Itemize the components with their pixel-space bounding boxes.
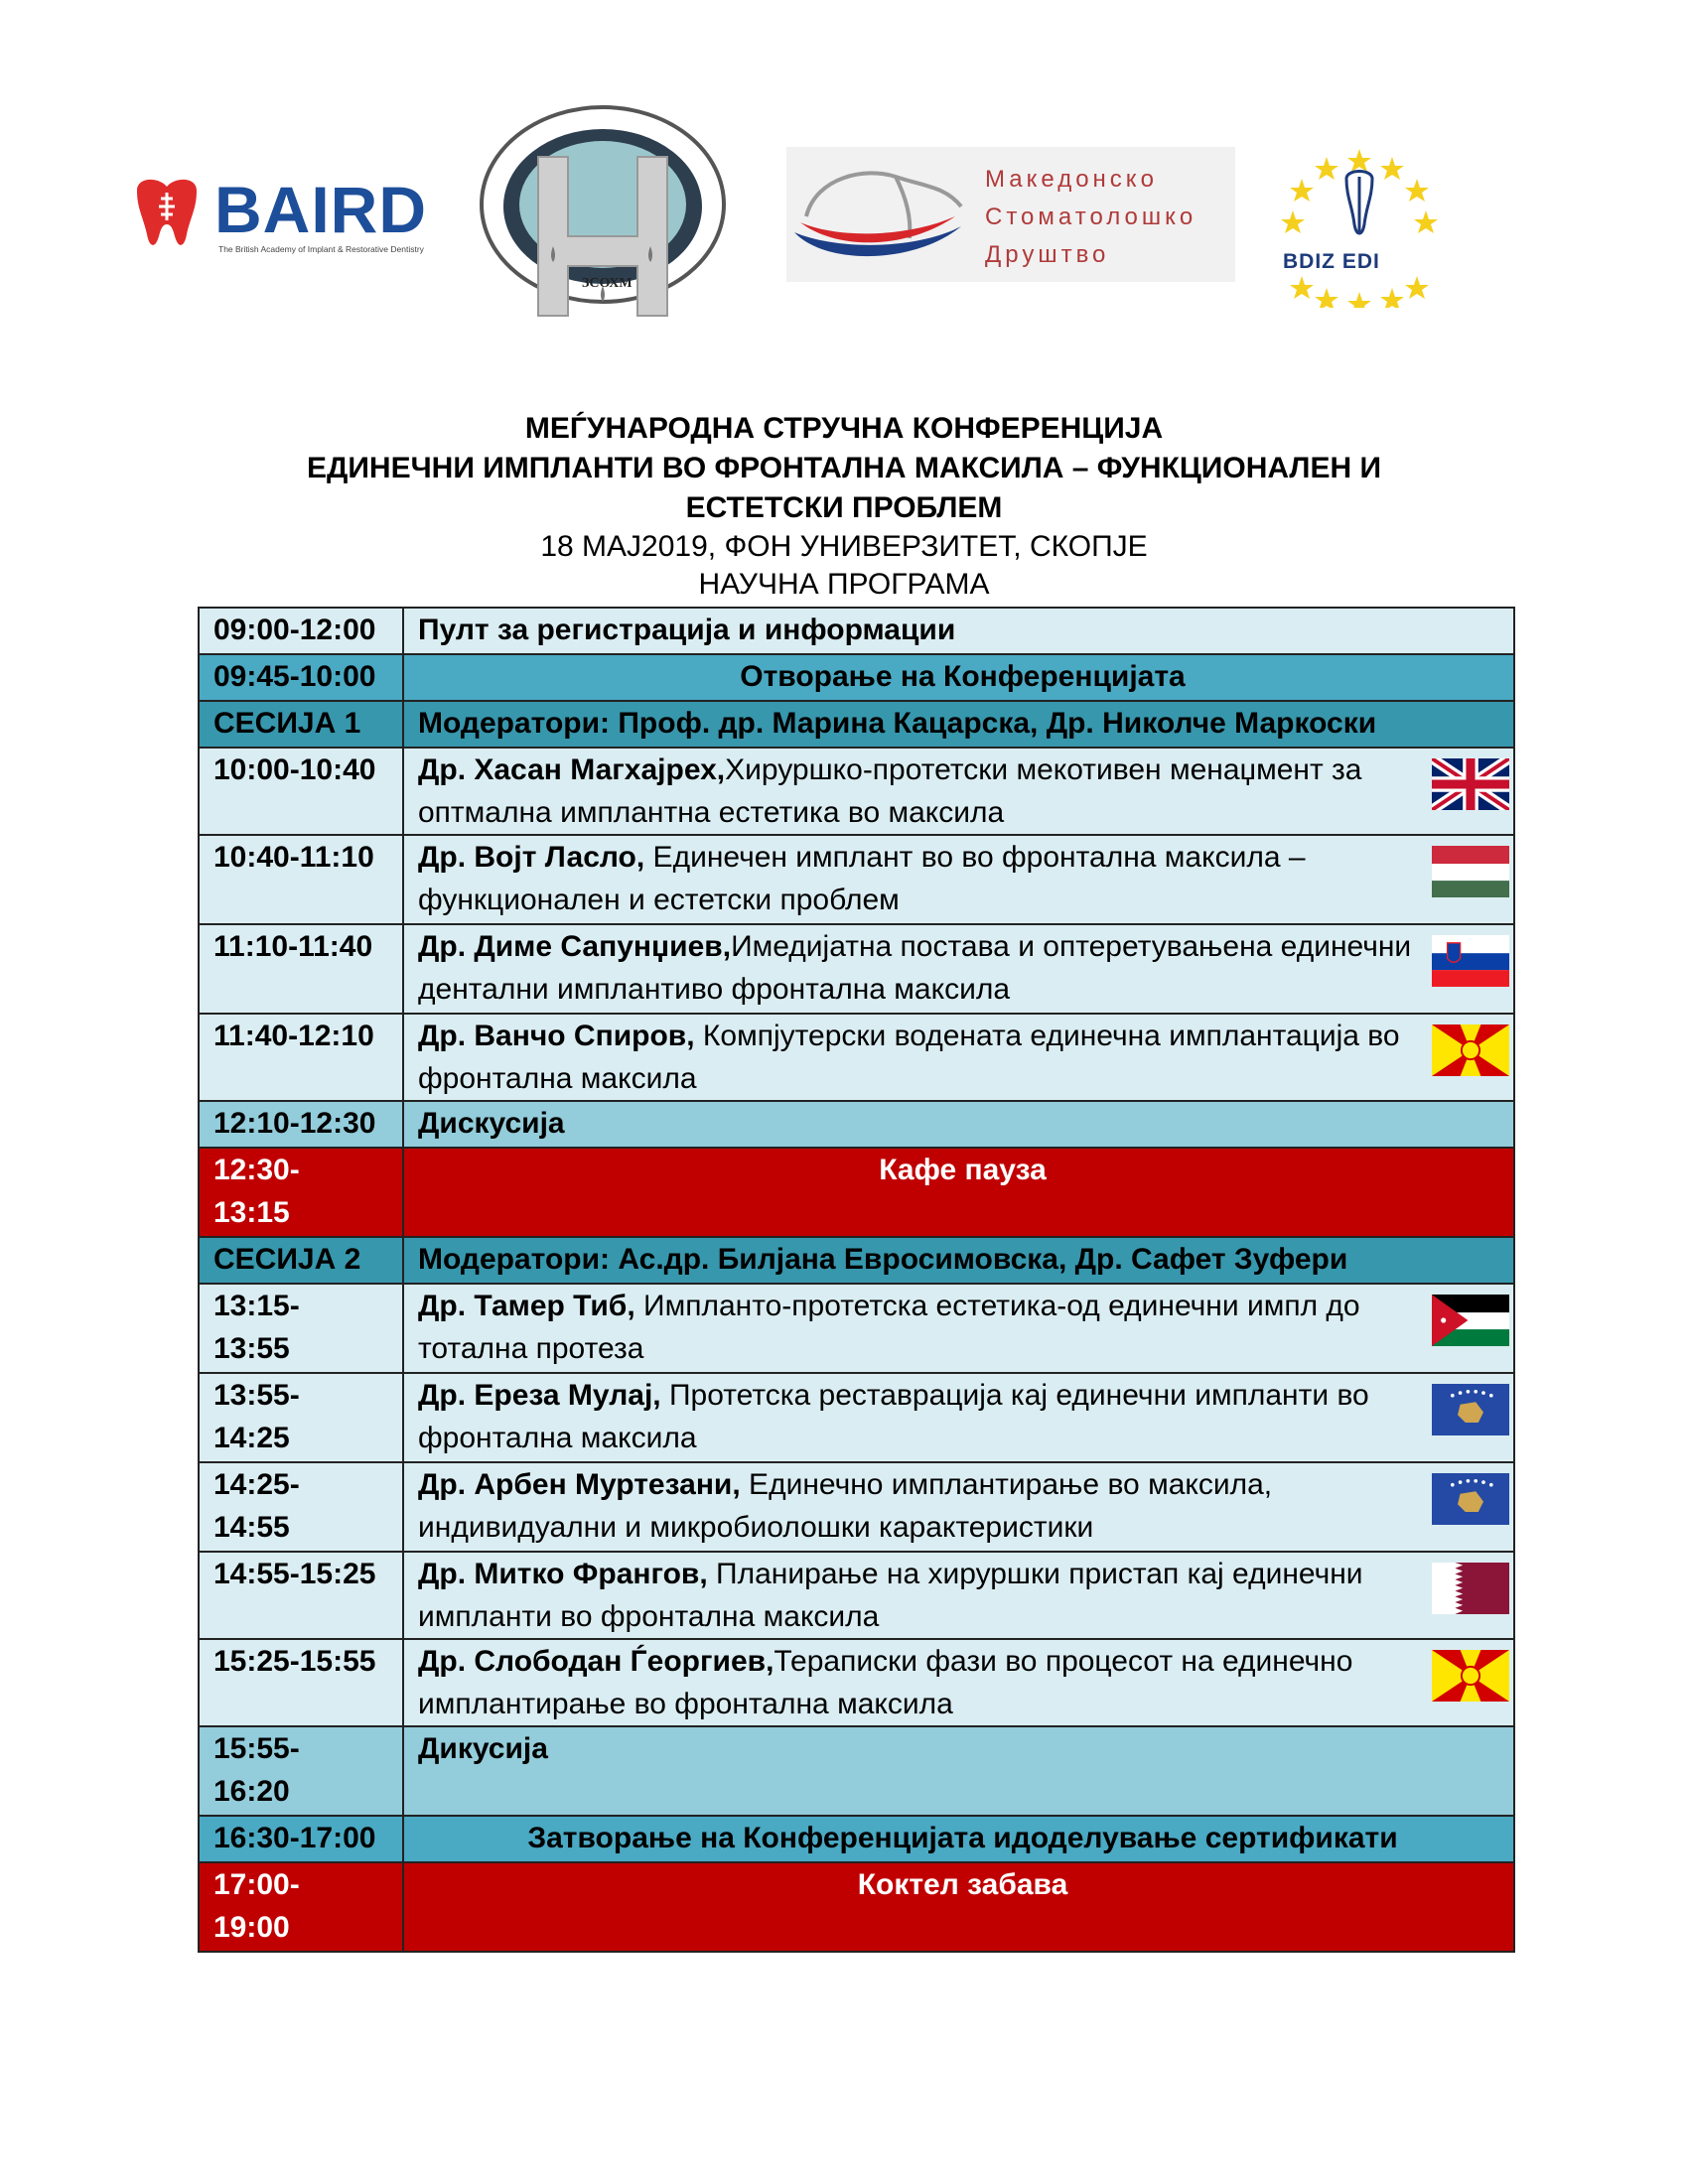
- macedonia-flag-icon: [1432, 1024, 1509, 1076]
- talk-cell: [403, 1014, 1514, 1101]
- uk-flag-icon: [1432, 758, 1509, 810]
- time-start: 13:15-: [213, 1290, 300, 1322]
- speaker-name: Др. Ереза Мулај,: [418, 1379, 661, 1412]
- table-row: [199, 1014, 1514, 1101]
- table-row: [199, 748, 1514, 835]
- tooth-icon: [127, 177, 207, 256]
- talk-title: Тераписки фази во процесот на единечно имплантирање во фронтална максила: [418, 1645, 1353, 1720]
- table-row: [199, 654, 1514, 701]
- speaker-name: Др. Слободан Ѓеоргиев,: [418, 1645, 774, 1678]
- heading-line-1: МЕЃУНАРОДНА СТРУЧНА КОНФЕРЕНЦИЈА: [524, 412, 1164, 445]
- discussion-cell: Дискусија: [403, 1101, 1514, 1148]
- star-circle-icon: [1275, 147, 1444, 308]
- time-cell: 09:00-12:00: [199, 608, 403, 654]
- time-cell: 16:30-17:00: [199, 1816, 403, 1862]
- table-row: [199, 1639, 1514, 1726]
- table-row: [199, 1816, 1514, 1862]
- talk-cell: [403, 1284, 1514, 1373]
- zsohm-caption: ЗСОХМ: [582, 276, 633, 291]
- time-end: 14:55: [213, 1511, 290, 1544]
- program-table: [198, 607, 1515, 1953]
- bdiz-logo: [1275, 147, 1444, 308]
- session-row: [199, 701, 1514, 748]
- moderators-cell: Модератори: Ас.др. Билјана Евросимовска, Др. Сафет Зуфери: [403, 1237, 1514, 1284]
- talk-title: Протетска реставрација кај единечни импланти во фронтална максила: [418, 1379, 1369, 1454]
- time-cell: 09:45-10:00: [199, 654, 403, 701]
- table-row: [199, 1284, 1514, 1373]
- conference-heading: [199, 409, 1489, 604]
- time-end: 19:00: [213, 1911, 290, 1944]
- talk-cell: [403, 748, 1514, 835]
- time-start: 13:55-: [213, 1379, 300, 1412]
- kosovo-flag-icon: [1432, 1384, 1509, 1435]
- session-row: [199, 1237, 1514, 1284]
- time-cell: 12:10-12:30: [199, 1101, 403, 1148]
- talk-title: Имедијатна постава и оптеретувањена единечни дентални имплантиво фронтална максила: [418, 930, 1412, 1006]
- table-row: [199, 1726, 1514, 1816]
- speaker-name: Др. Диме Сапунџиев,: [418, 930, 732, 963]
- time-start: 15:55-: [213, 1732, 300, 1765]
- table-row: [199, 1552, 1514, 1639]
- time-cell: [199, 1726, 403, 1816]
- msd-line-3: Друштво: [985, 241, 1110, 268]
- msd-line-2: Стоматолошко: [985, 204, 1197, 230]
- moderators-cell: Модератори: Проф. др. Марина Кацарска, Др. Николче Маркоски: [403, 701, 1514, 748]
- zsohm-emblem-icon: [459, 97, 747, 328]
- msd-logo: [786, 147, 1235, 282]
- time-end: 13:55: [213, 1332, 290, 1365]
- session-label: СЕСИЈА 2: [199, 1237, 403, 1284]
- speaker-name: Др. Арбен Муртезани,: [418, 1468, 741, 1501]
- talk-title: Единечен имплант во во фронтална максила – функционален и естетски проблем: [418, 841, 1306, 916]
- jordan-flag-icon: [1432, 1295, 1509, 1346]
- table-row: [199, 608, 1514, 654]
- talk-cell: [403, 1462, 1514, 1552]
- time-cell: [199, 1862, 403, 1952]
- heading-date-venue: 18 МАЈ2019, ФОН УНИВЕРЗИТЕТ, СКОПЈЕ: [540, 530, 1148, 563]
- qatar-flag-icon: [1432, 1563, 1509, 1614]
- talk-cell: [403, 1373, 1514, 1462]
- opening-cell: Отворање на Конференцијата: [403, 654, 1514, 701]
- session-label: СЕСИЈА 1: [199, 701, 403, 748]
- discussion-cell: Дикусија: [403, 1726, 1514, 1816]
- time-cell: 11:40-12:10: [199, 1014, 403, 1101]
- zsohm-logo: [459, 97, 747, 328]
- talk-cell: [403, 1639, 1514, 1726]
- time-cell: 15:25-15:55: [199, 1639, 403, 1726]
- break-row: [199, 1148, 1514, 1237]
- heading-line-2: ЕДИНЕЧНИ ИМПЛАНТИ ВО ФРОНТАЛНА МАКСИЛА – ФУНКЦИОНАЛЕН И: [306, 452, 1382, 484]
- baird-logo: [127, 171, 425, 260]
- talk-title: Хируршко-протетски мекотивен менаџмент за оптмална имплантна естетика во максила: [418, 753, 1362, 829]
- heading-program-label: НАУЧНА ПРОГРАМА: [698, 568, 990, 601]
- break-row: [199, 1862, 1514, 1952]
- table-row: [199, 924, 1514, 1014]
- kosovo-flag-icon: [1432, 1473, 1509, 1525]
- talk-title: Импланто-протетска естетика-од единечни импл до тотална протеза: [418, 1290, 1360, 1365]
- cocktail-cell: Коктел забава: [403, 1862, 1514, 1952]
- time-start: 14:25-: [213, 1468, 300, 1501]
- speaker-name: Др. Хасан Магхајрех,: [418, 753, 726, 786]
- time-start: 17:00-: [213, 1868, 300, 1901]
- talk-title: Планирање на хируршки пристап кај единечни импланти во фронтална максила: [418, 1558, 1363, 1633]
- coffee-break-cell: Кафе пауза: [403, 1148, 1514, 1237]
- speaker-name: Др. Војт Ласло,: [418, 841, 645, 874]
- talk-cell: [403, 924, 1514, 1014]
- speaker-name: Др. Митко Франгов,: [418, 1558, 708, 1590]
- baird-subtitle: The British Academy of Implant & Restorative Dentistry: [218, 244, 424, 254]
- bdiz-name: BDIZ EDI: [1283, 250, 1380, 273]
- time-cell: [199, 1373, 403, 1462]
- time-cell: 10:40-11:10: [199, 835, 403, 924]
- speaker-name: Др. Тамер Тиб,: [418, 1290, 635, 1322]
- talk-title: Единечно имплантирање во максила, индивидуални и микробиолошки карактеристики: [418, 1468, 1273, 1544]
- hungary-flag-icon: [1432, 846, 1509, 897]
- macedonia-flag-icon: [1432, 1650, 1509, 1702]
- time-cell: [199, 1284, 403, 1373]
- talk-cell: [403, 1552, 1514, 1639]
- time-cell: [199, 1148, 403, 1237]
- time-cell: 11:10-11:40: [199, 924, 403, 1014]
- smile-arc-icon: [786, 147, 975, 282]
- baird-name: BAIRD: [214, 173, 427, 246]
- time-end: 14:25: [213, 1422, 290, 1454]
- registration-cell: Пулт за регистрација и информации: [403, 608, 1514, 654]
- talk-cell: [403, 835, 1514, 924]
- time-start: 12:30-: [213, 1154, 300, 1186]
- msd-line-1: Македонско: [985, 166, 1158, 193]
- time-cell: 10:00-10:40: [199, 748, 403, 835]
- table-row: [199, 1101, 1514, 1148]
- talk-title: Компјутерски водената единечна имплантација во фронтална максила: [418, 1020, 1400, 1095]
- time-cell: 14:55-15:25: [199, 1552, 403, 1639]
- table-row: [199, 1373, 1514, 1462]
- time-cell: [199, 1462, 403, 1552]
- time-end: 13:15: [213, 1196, 290, 1229]
- slovenia-flag-icon: [1432, 935, 1509, 987]
- table-row: [199, 835, 1514, 924]
- heading-line-3: ЕСТЕТСКИ ПРОБЛЕМ: [685, 491, 1003, 524]
- closing-cell: Затворање на Конференцијата идоделување сертификати: [403, 1816, 1514, 1862]
- speaker-name: Др. Ванчо Спиров,: [418, 1020, 695, 1052]
- time-end: 16:20: [213, 1775, 290, 1808]
- table-row: [199, 1462, 1514, 1552]
